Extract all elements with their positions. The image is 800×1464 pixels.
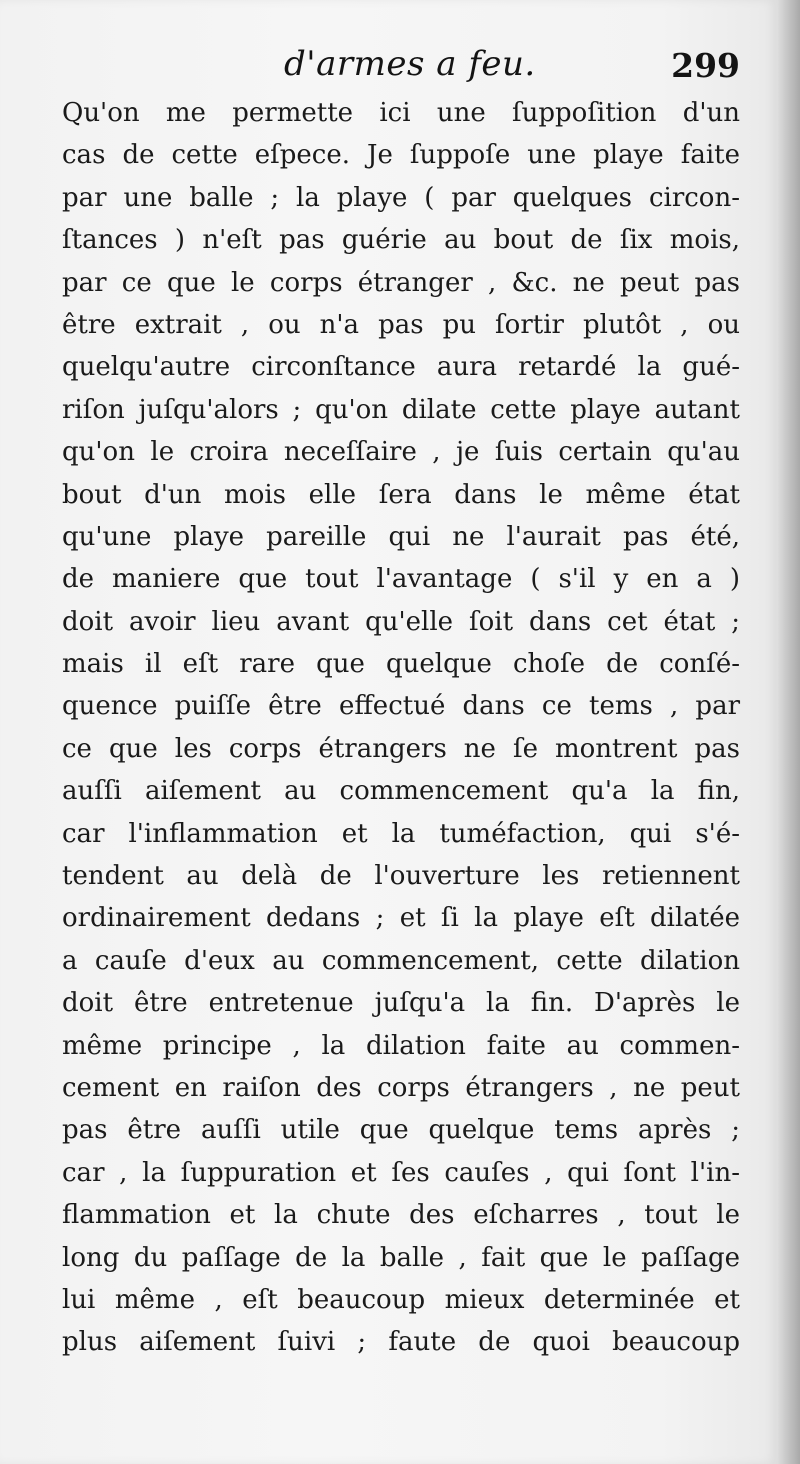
body-text bbox=[62, 92, 740, 1364]
text-line: quelqu'autre circonſtance aura retardé la gué- bbox=[62, 352, 740, 383]
text-line: qu'une playe pareille qui ne l'aurait pas été, bbox=[62, 521, 740, 552]
text-line: même principe , la dilation faite au commen- bbox=[62, 1030, 740, 1061]
text-line: riſon juſqu'alors ; qu'on dilate cette playe autant bbox=[62, 394, 740, 425]
text-line: auſſi aiſement au commencement qu'a la fin, bbox=[62, 776, 740, 807]
text-line: tendent au delà de l'ouverture les retiennent bbox=[62, 861, 740, 892]
text-line: bout d'un mois elle ſera dans le même état bbox=[62, 479, 740, 510]
page-number: 299 bbox=[671, 46, 740, 85]
text-line: qu'on le croira neceſſaire , je ſuis certain qu'au bbox=[62, 437, 740, 468]
text-line: par ce que le corps étranger , &c. ne peut pas bbox=[62, 267, 740, 298]
text-line: mais il eſt rare que quelque choſe de conſé- bbox=[62, 649, 740, 680]
text-line: par une balle ; la playe ( par quelques circon- bbox=[62, 182, 740, 213]
text-line: plus aiſement ſuivi ; faute de quoi beaucoup bbox=[62, 1327, 740, 1358]
text-line: car , la ſuppuration et ſes cauſes , qui ſont l'in- bbox=[62, 1157, 740, 1188]
text-line: ce que les corps étrangers ne ſe montrent pas bbox=[62, 733, 740, 764]
text-line: doit être entretenue juſqu'a la fin. D'après le bbox=[62, 988, 740, 1019]
text-line: être extrait , ou n'a pas pu ſortir plutôt , ou bbox=[62, 309, 740, 340]
page-edge bbox=[778, 0, 800, 1464]
text-line: ordinairement dedans ; et ſi la playe eſt dilatée bbox=[62, 903, 740, 934]
text-line: lui même , eſt beaucoup mieux determinée et bbox=[62, 1284, 740, 1315]
text-line: Qu'on me permette ici une ſuppoſition d'un bbox=[62, 98, 740, 128]
running-head-title: d'armes a feu. bbox=[284, 44, 536, 84]
text-line: long du paſſage de la balle , fait que le paſſage bbox=[62, 1242, 740, 1273]
text-line: cement en raiſon des corps étrangers , ne peut bbox=[62, 1072, 740, 1103]
running-head bbox=[62, 44, 740, 94]
text-line: cas de cette eſpece. Je ſuppoſe une playe faite bbox=[62, 140, 740, 171]
text-line: flammation et la chute des eſcharres , tout le bbox=[62, 1200, 740, 1231]
text-line: ſtances ) n'eſt pas guérie au bout de ſix mois, bbox=[62, 225, 740, 256]
text-line: de maniere que tout l'avantage ( s'il y en a ) bbox=[62, 564, 740, 595]
text-line: car l'inflammation et la tuméfaction, qui s'é- bbox=[62, 818, 740, 849]
text-line: doit avoir lieu avant qu'elle ſoit dans cet état ; bbox=[62, 606, 740, 637]
text-line: pas être auſſi utile que quelque tems après ; bbox=[62, 1115, 740, 1146]
text-line: quence puiſſe être effectué dans ce tems , par bbox=[62, 691, 740, 722]
text-line: a cauſe d'eux au commencement, cette dilation bbox=[62, 945, 740, 976]
